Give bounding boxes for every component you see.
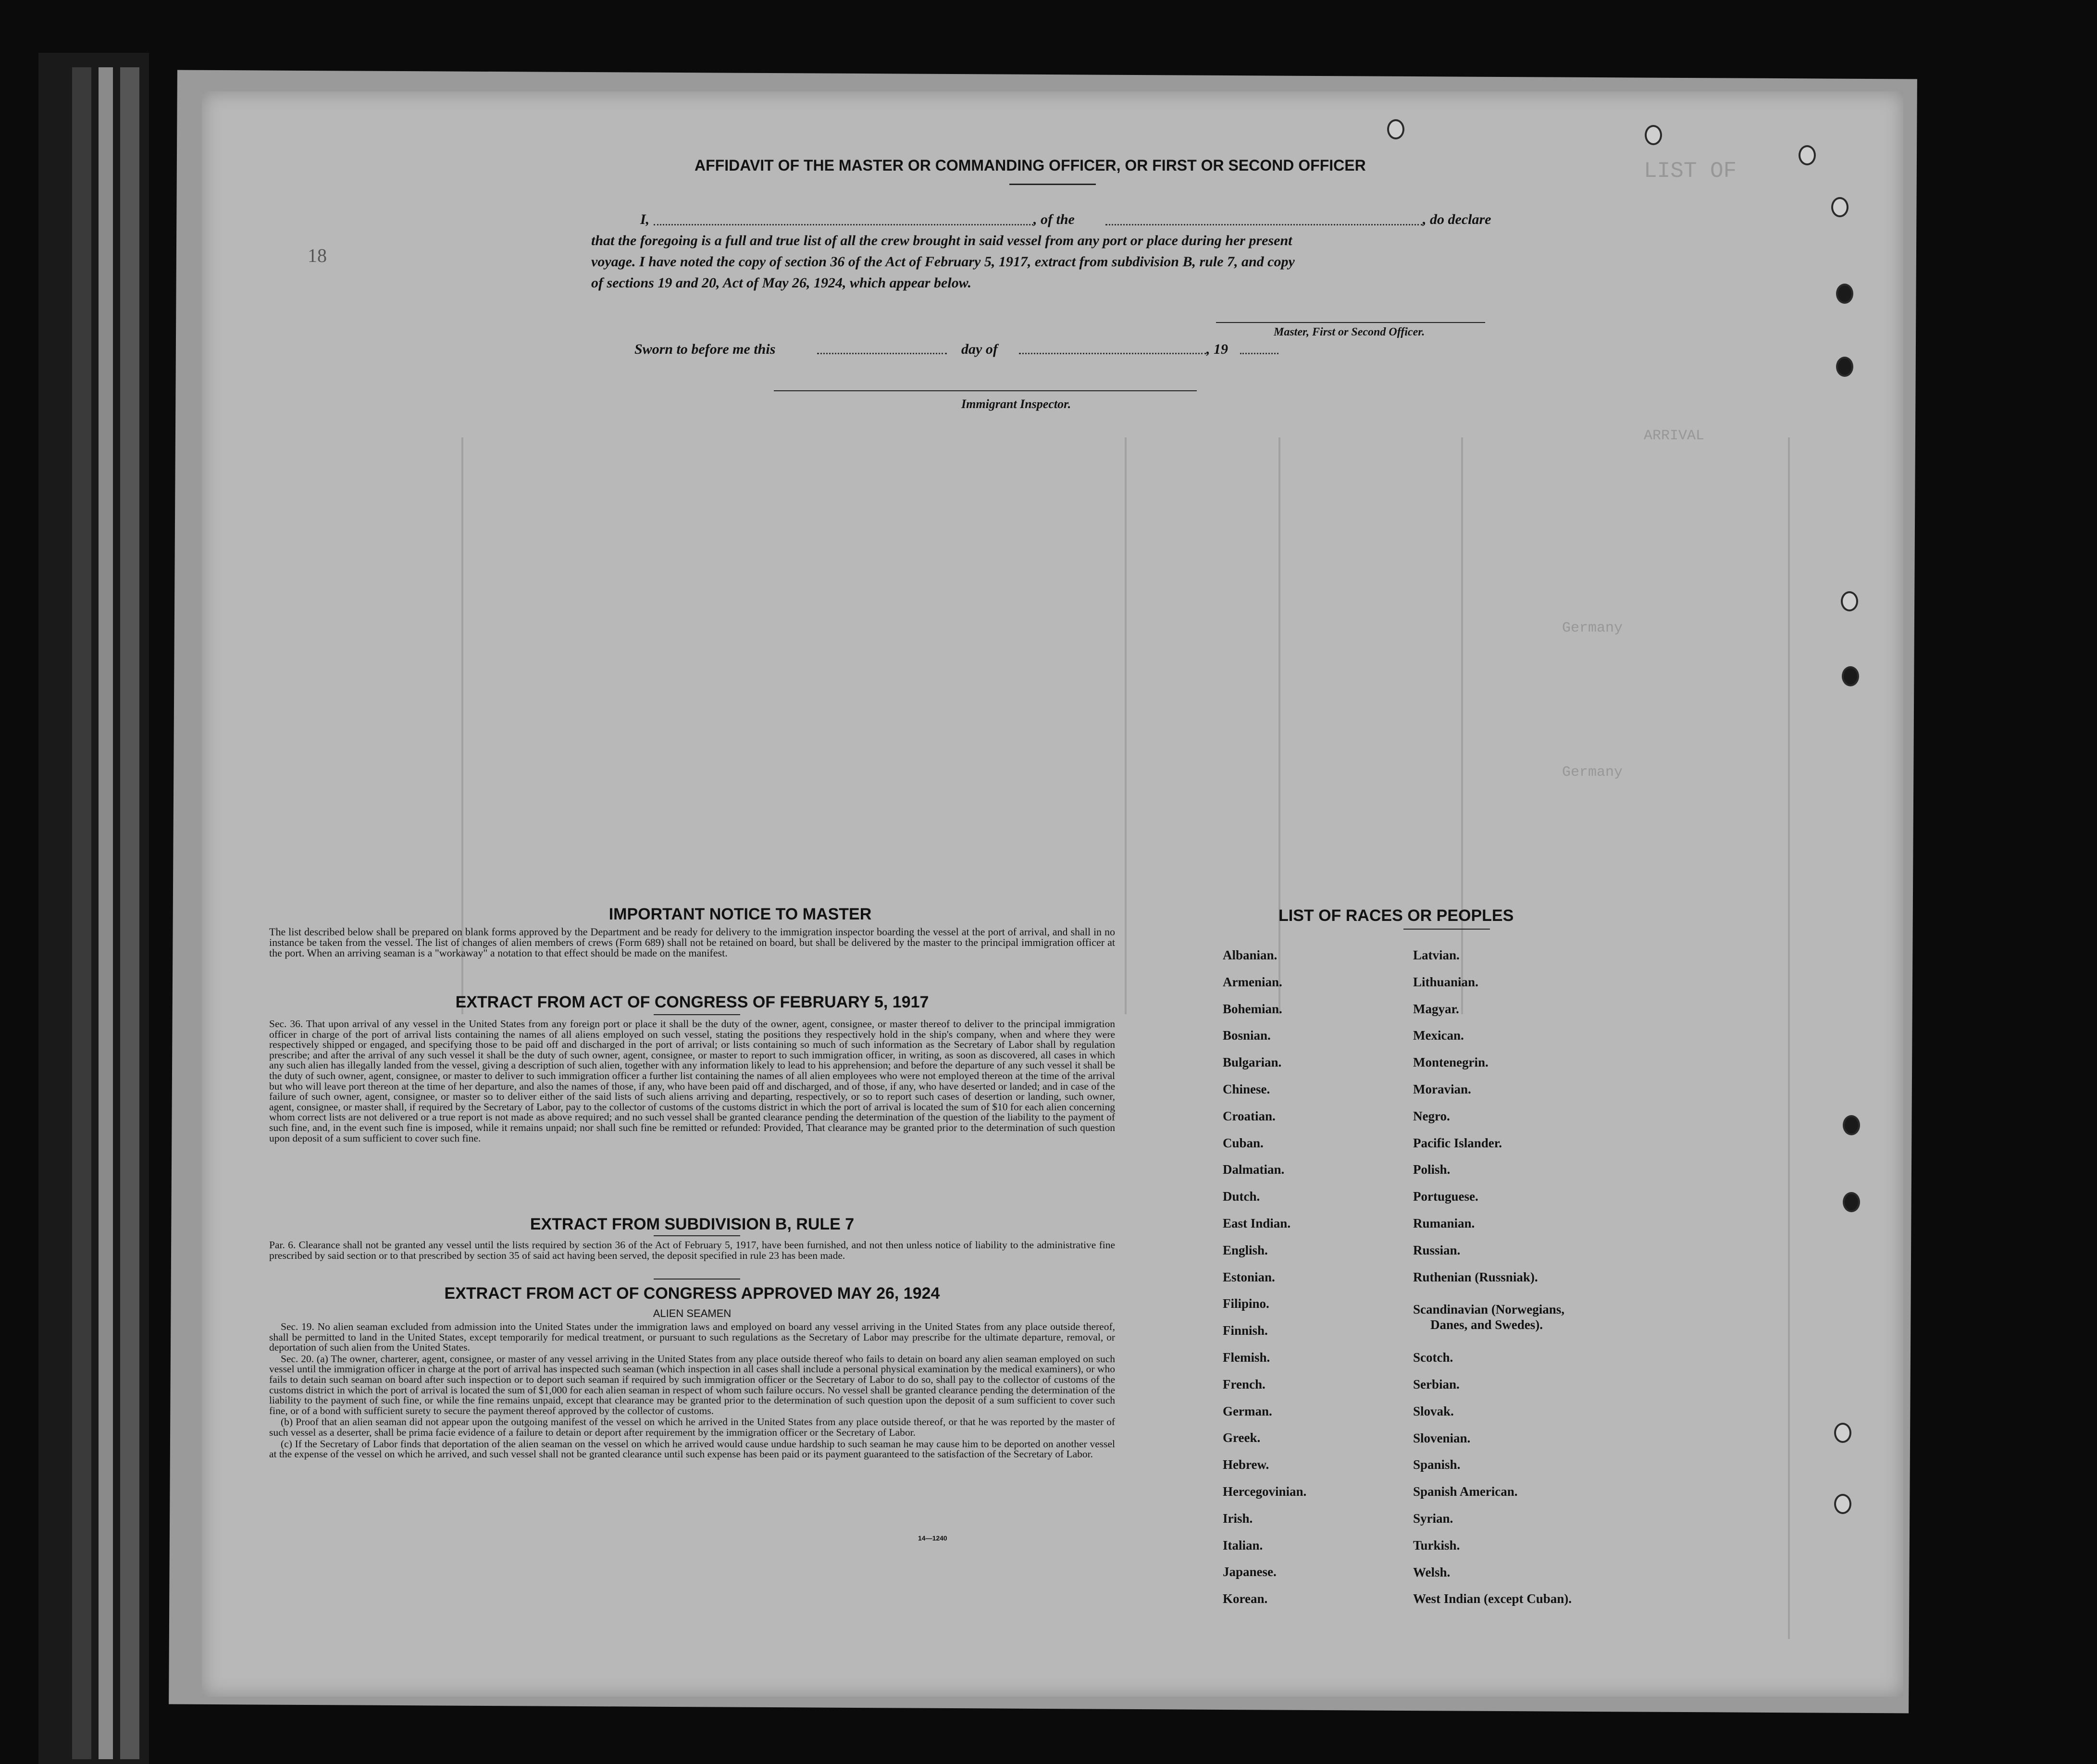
punch-hole: [1645, 125, 1662, 145]
sworn-year-field[interactable]: [1240, 353, 1278, 354]
notice-text: The list described below shall be prepared on blank forms approved by the Department and be ready for delivery to the immigration inspector boarding the vessel at the port of arrival, and shall in no instance be taken from the vessel. The list of changes of alien members of crews (Form 689) shall not be retained on board, but shall be delivered by the master to the principal immigration officer at the port. When an arriving seaman is a "workaway" a notation to that effect should be made on the manifest.: [269, 926, 1115, 959]
race-item: Turkish.: [1413, 1538, 1460, 1553]
affidavit-i-label: I,: [640, 211, 650, 227]
race-item: Danes, and Swedes).: [1430, 1317, 1543, 1332]
race-item: Finnish.: [1223, 1323, 1268, 1338]
affidavit-body-line: of sections 19 and 20, Act of May 26, 1924, which appear below.: [591, 275, 972, 291]
punch-hole: [1836, 357, 1853, 377]
race-item: Serbian.: [1413, 1377, 1460, 1391]
section-rule: [654, 1279, 740, 1280]
race-item: Japanese.: [1223, 1565, 1277, 1579]
race-item: Lithuanian.: [1413, 974, 1478, 989]
section-20b-paragraph: (b) Proof that an alien seaman did not appear upon the outgoing manifest of the vessel on which he arrived in the United States from any place outside thereof, or that he was reported by the master of such vessel as a deserter, shall be prima facie evidence of a failure to detain or deport after requirement by the immigration officer or the Secretary of Labor.: [269, 1416, 1115, 1438]
race-item: Scandinavian (Norwegians,: [1413, 1302, 1565, 1317]
race-item: Latvian.: [1413, 948, 1460, 962]
extract-rule7-title: EXTRACT FROM SUBDIVISION B, RULE 7: [530, 1215, 855, 1233]
race-item: Montenegrin.: [1413, 1055, 1489, 1070]
race-item: Bohemian.: [1223, 1001, 1282, 1016]
race-item: Flemish.: [1223, 1350, 1270, 1365]
race-item: Albanian.: [1223, 948, 1278, 962]
signature-line[interactable]: [1216, 322, 1485, 323]
race-item: Bosnian.: [1223, 1028, 1271, 1043]
section-20a-paragraph: Sec. 20. (a) The owner, charterer, agent, consignee, or master of any vessel arriving in the United States from any place outside thereof who fails to detain on board any alien seaman employed on such vessel until the immigration officer in charge at the port of arrival has inspected such seaman (which inspection in all cases shall include a personal physical examination by the medical examiners), or who fails to detain such seaman on board after such inspection or to deport such seaman if required by such immigration officer or the Secretary of Labor to do so, shall pay to the collector of customs of the customs district in which the port of arrival is located the sum of $1,000 for each alien seaman in respect of whom such failure occurs. No vessel shall be granted clearance pending the determination of the liability to the payment of such fine, or while the fine remains unpaid, except that clearance may be granted prior to the determination of such question upon the deposit of a sum sufficient to cover such fine, or of a bond with sufficient surety to secure the payment thereof approved by the collector of customs.: [269, 1353, 1115, 1416]
race-item: Bulgarian.: [1223, 1055, 1282, 1070]
race-item: Italian.: [1223, 1538, 1263, 1553]
race-item: Filipino.: [1223, 1296, 1269, 1311]
extract-1917-title: EXTRACT FROM ACT OF CONGRESS OF FEBRUARY 5, 1917: [455, 993, 929, 1011]
race-item: East Indian.: [1223, 1216, 1291, 1230]
affidavit-body-line: voyage. I have noted the copy of section 36 of the Act of February 5, 1917, extract from subdivision B, rule 7, and copy: [591, 254, 1295, 270]
race-item: Pacific Islander.: [1413, 1135, 1502, 1150]
race-item: Slovenian.: [1413, 1430, 1471, 1445]
vessel-name-field[interactable]: [1105, 224, 1423, 225]
sworn-prefix-label: Sworn to before me this: [634, 341, 776, 357]
binder-band: [120, 67, 139, 1759]
race-item: Slovak.: [1413, 1404, 1454, 1418]
race-item: Mexican.: [1413, 1028, 1464, 1043]
title-underline: [1009, 184, 1096, 185]
race-item: French.: [1223, 1377, 1266, 1391]
sworn-line: [634, 341, 1355, 365]
race-item: Greek.: [1223, 1430, 1261, 1445]
extract-rule7-text: Par. 6. Clearance shall not be granted any vessel until the lists required by section 36 of the Act of February 5, 1917, have been furnished, and not then unless notice of liability to the administrative fine prescribed by said section or to that prescribed by section 35 of said act having been served, the deposit specified in rule 23 has been made.: [269, 1239, 1115, 1261]
binder-band: [99, 67, 113, 1759]
extract-1924-subtitle: ALIEN SEAMEN: [653, 1307, 732, 1319]
sworn-year-label: , 19: [1206, 341, 1228, 357]
race-item: Ruthenian (Russniak).: [1413, 1269, 1538, 1284]
inspector-signature-line[interactable]: [774, 390, 1197, 391]
race-item: Spanish American.: [1413, 1484, 1518, 1499]
race-item: Korean.: [1223, 1591, 1268, 1606]
race-item: Spanish.: [1413, 1457, 1461, 1472]
affidavit-declare-label: , do declare: [1423, 211, 1491, 227]
race-item: Rumanian.: [1413, 1216, 1475, 1230]
race-item: Armenian.: [1223, 974, 1282, 989]
section-rule: [654, 1235, 740, 1236]
race-item: Polish.: [1413, 1162, 1451, 1177]
race-item: Dalmatian.: [1223, 1162, 1285, 1177]
extract-1917-text: Sec. 36. That upon arrival of any vessel in the United States from any foreign port or place it shall be the duty of the owner, agent, consignee, or master thereof to deliver to the principal immigration officer in charge of the port of arrival lists containing the names of all aliens employed on such vessel, stating the positions they respectively hold in the ship's company, when and where they were respectively shipped or engaged, and specifying those to be paid off and discharged in the port of arrival; or lists containing so much of such information as the Secretary of Labor shall by regulation prescribe; and after the arrival of any such vessel it shall be the duty of such owner, agent, consignee, or master to report to such immigration officer, in writing, as soon as discovered, all cases in which any such alien has illegally landed from the vessel, giving a description of such alien, together with any information likely to lead to his apprehension; and before the departure of any such vessel it shall be the duty of such owner, agent, consignee, or master to deliver to such immigration officer a further list containing the names of all alien employees who were not employed thereon at the time of the arrival but who will leave port thereon at the time of her departure, and also the names of those, if any, who have been paid off and discharged, and of those, if any, who have deserted or landed; and in case of the failure of such owner, agent, consignee, or master so to deliver either of the said lists of such aliens arriving and departing, respectively, or so to report such cases of desertion or landing, such owner, agent, consignee, or master shall, if required by the Secretary of Labor, pay to the collector of customs of the customs district in which the port of arrival is located the sum of $10 for each alien concerning whom correct lists are not delivered or a true report is not made as above required; and no such vessel shall be granted clearance pending the determination of the question of the liability to the payment of such fine, and, in the event such fine is imposed, while it remains unpaid; nor shall such fine be remitted or refunded: Provided, That clearance may be granted prior to the determination of such question upon deposit of a sum sufficient to cover such fine.: [269, 1018, 1115, 1144]
race-item: Irish.: [1223, 1511, 1253, 1526]
punch-hole: [1834, 1423, 1851, 1443]
race-item: German.: [1223, 1404, 1272, 1418]
race-item: Estonian.: [1223, 1269, 1275, 1284]
section-rule: [1403, 929, 1490, 930]
race-item: English.: [1223, 1242, 1268, 1257]
race-item: Portuguese.: [1413, 1189, 1478, 1204]
margin-mark: 18: [308, 245, 327, 266]
binder-band: [72, 67, 91, 1759]
race-item: Welsh.: [1413, 1565, 1451, 1579]
race-item: Negro.: [1413, 1108, 1450, 1123]
affidavit-of-the-label: , of the: [1033, 211, 1075, 227]
punch-hole: [1841, 591, 1858, 611]
punch-hole: [1843, 1192, 1860, 1212]
affidavit-body-line: that the foregoing is a full and true list of all the crew brought in said vessel from any port or place during her present: [591, 233, 1292, 248]
master-name-field[interactable]: [654, 224, 1033, 225]
punch-hole: [1836, 284, 1853, 304]
signature-label: Master, First or Second Officer.: [1274, 326, 1425, 338]
punch-hole: [1843, 1115, 1860, 1135]
extract-1924-text: [269, 1322, 1115, 1461]
race-item: Dutch.: [1223, 1189, 1260, 1204]
race-item: West Indian (except Cuban).: [1413, 1591, 1572, 1606]
punch-hole: [1834, 1494, 1851, 1514]
sworn-month-field[interactable]: [1019, 353, 1206, 354]
race-item: Chinese.: [1223, 1082, 1270, 1096]
punch-hole: [1842, 666, 1859, 686]
extract-1924-title: EXTRACT FROM ACT OF CONGRESS APPROVED MAY 26, 1924: [444, 1284, 940, 1303]
race-item: Hercegovinian.: [1223, 1484, 1307, 1499]
race-item: Magyar.: [1413, 1001, 1459, 1016]
punch-hole: [1831, 197, 1849, 217]
race-item: Cuban.: [1223, 1135, 1264, 1150]
affidavit-title: AFFIDAVIT OF THE MASTER OR COMMANDING OFFICER, OR FIRST OR SECOND OFFICER: [695, 157, 1366, 174]
notice-title: IMPORTANT NOTICE TO MASTER: [608, 905, 872, 923]
punch-hole: [1387, 119, 1404, 139]
race-item: Scotch.: [1413, 1350, 1453, 1365]
race-item: Syrian.: [1413, 1511, 1453, 1526]
section-rule: [654, 1014, 740, 1015]
section-19-paragraph: Sec. 19. No alien seaman excluded from admission into the United States under the immigration laws and employed on board any vessel arriving in the United States from any place outside thereof, shall be permitted to land in the United States, except temporarily for medical treatment, or pursuant to such regulations as the Secretary of Labor may prescribe for the ultimate departure, removal, or deportation of such alien from the United States.: [269, 1321, 1115, 1354]
race-item: Moravian.: [1413, 1082, 1471, 1096]
races-title: LIST OF RACES OR PEOPLES: [1278, 907, 1514, 925]
document-page: LIST OF ARRIVAL Germany Germany 18 AFFIDAVIT OF THE MASTER OR COMMANDING OFFICER, OR FIRST OR SECOND OFFICER I, , of the , do declare that the foregoing is a full and true list of all the crew brought in said vessel from any port or place during her present voyage. I have noted the copy of section 36 of the Act of February 5, 1917, extract from subdivision B, rule 7, and copy of sections 19 and 20, Act of May 26, 1924, which appear below. Master, First or Second Officer. Sworn to before me this day of , 19 Immigrant Inspector. IMPORTANT NOTICE TO MASTER The list described below shall be prepared on blank forms approved by the Department and be ready for delivery to the immigration inspector boarding the vessel at the port of arrival, and shall in no instance be taken from the vessel. The list of changes of alien members of crews (Form 689) shall not be retained on board, but shall be delivered by the master to the principal immigration officer at the port. When an arriving seaman is a "workaway" a notation to that effect should be made on the manifest. EXTRACT FROM ACT OF CONGRESS OF FEBRUARY 5, 1917 Sec. 36. That upon arrival of any vessel in the United States from any foreign port or place it shall be the duty of the owner, agent, consignee, or master thereof to deliver to the principal immigration officer in charge of the port of arrival lists containing the names of all aliens employed on such vessel, stating the positions they respectively hold in the ship's company, when and where they were respectively shipped or engaged, and specifying those to be paid off and discharged in the port of arrival; or lists containing so much of such information as the Secretary of Labor shall by regulation prescribe; and after the arrival of any such vessel it shall be the duty of such owner, agent, consignee, or master to report to such immigration officer, in writing, as soon as discovered, all cases in which any such alien has illegally landed from the vessel, giving a description of such alien, together with any information likely to lead to his apprehension; and before the departure of any such vessel it shall be the duty of such owner, agent, consignee, or master to deliver to such immigration officer a further list containing the names of all alien employees who were not employed thereon at the time of the arrival but who will leave port thereon at the time of her departure, and also the names of those, if any, who have been paid off and discharged, and of those, if any, who have deserted or landed; and in case of the failure of such owner, agent, consignee, or master so to deliver either of the said lists of such aliens arriving and departing, respectively, or so to report such cases of desertion or landing, such owner, agent, consignee, or master shall, if required by the Secretary of Labor, pay to the collector of customs of the customs district in which the port of arrival is located the sum of $10 for each alien concerning whom correct lists are not delivered or a true report is not made as above required; and no such vessel shall be granted clearance pending the determination of the question of the liability to the payment of such fine, and, in the event such fine is imposed, while it remains unpaid; nor shall such fine be remitted or refunded: Provided, That clearance may be granted prior to the determination of such question upon deposit of a sum sufficient to cover such fine. EXTRACT FROM SUBDIVISION B, RULE 7 Par. 6. Clearance shall not be granted any vessel until the lists required by section 36 of the Act of February 5, 1917, have been furnished, and not then unless notice of liability to the administrative fine prescribed by said section or to that prescribed by section 35 of said act having been served, the deposit specified in rule 23 has been made. EXTRACT FROM ACT OF CONGRESS APPROVED MAY 26, 1924 ALIEN SEAMEN Sec. 19. No alien seaman excluded from admission into the United States under the immigration laws and employed on board any vessel arriving in the United States from any place outside thereof, shall be permitted to land in the United States, except temporarily for medical treatment, or pursuant to such regulations as the Secretary of Labor may prescribe for the ultimate departure, removal, or deportation of such alien from the United States. Sec. 20. (a) The owner, charterer, agent, consignee, or master of any vessel arriving in the United States from any place outside thereof who fails to detain on board any alien seaman employed on such vessel until the immigration officer in charge at the port of arrival has inspected such seaman (which inspection in all cases shall include a personal physical examination by the medical examiners), or who fails to detain such seaman on board after such inspection or to deport such seaman if required by such immigration officer or the Secretary of Labor to do so, shall pay to the collector of customs of the customs district in which the port of arrival is located the sum of $1,000 for each alien seaman in respect of whom such failure occurs. No vessel shall be granted clearance pending the determination of the liability to the payment of such fine, or while the fine remains unpaid, except that clearance may be granted prior to the determination of such question upon the deposit of a sum sufficient to cover such fine, or of a bond with sufficient surety to secure the payment thereof approved by the collector of customs. (b) Proof that an alien seaman did not appear upon the outgoing manifest of the vessel on which he arrived in the United States from any place outside thereof, or that he was reported by the master of such vessel as a deserter, shall be prima facie evidence of a failure to detain or deport after requirement by the immigration officer or the Secretary of Labor. (c) If the Secretary of Labor finds that deportation of the alien seaman on the vessel on which he arrived would cause undue hardship to such seaman he may cause him to be deported on another vessel at the expense of the vessel on which he arrived, and such vessel shall not be granted clearance until such expense has been paid or its payment guaranteed to the satisfaction of the Secretary of Labor. 14—1240 LIST OF RACES OR PEOPLES Albanian. Armenian. Bohemian. Bosnian. Bulgarian. Chinese. Croatian. Cuban. Dalmatian. Dutch. East Indian. English. Estonian. Filipino. Finnish. Flemish. French. German. Greek. Hebrew. Hercegovinian. Irish. Italian. Japanese. Korean. Latvian. Lithuanian. Magyar. Mexican. Montenegrin. Moravian. Negro. Pacific Islander. Polish. Portuguese. Rumanian. Russian. Ruthenian (Russniak). Scandinavian (Norwegians, Danes, and Swedes). Scotch. Serbian. Slovak. Slovenian. Spanish. Spanish American. Syrian. Turkish. Welsh. West Indian (except Cuban).: [202, 91, 1903, 1697]
punch-hole: [1799, 145, 1816, 165]
inspector-label: Immigrant Inspector.: [961, 397, 1071, 411]
form-number: 14—1240: [918, 1534, 947, 1542]
sworn-day-of-label: day of: [961, 341, 998, 357]
race-item: Russian.: [1413, 1242, 1461, 1257]
race-item: Hebrew.: [1223, 1457, 1269, 1472]
race-item: Croatian.: [1223, 1108, 1276, 1123]
section-20c-paragraph: (c) If the Secretary of Labor finds that deportation of the alien seaman on the vessel on which he arrived would cause undue hardship to such seaman he may cause him to be deported on another vessel at the expense of the vessel on which he arrived, and such vessel shall not be granted clearance until such expense has been paid or its payment guaranteed to the satisfaction of the Secretary of Labor.: [269, 1438, 1115, 1460]
sworn-day-field[interactable]: [817, 353, 947, 354]
